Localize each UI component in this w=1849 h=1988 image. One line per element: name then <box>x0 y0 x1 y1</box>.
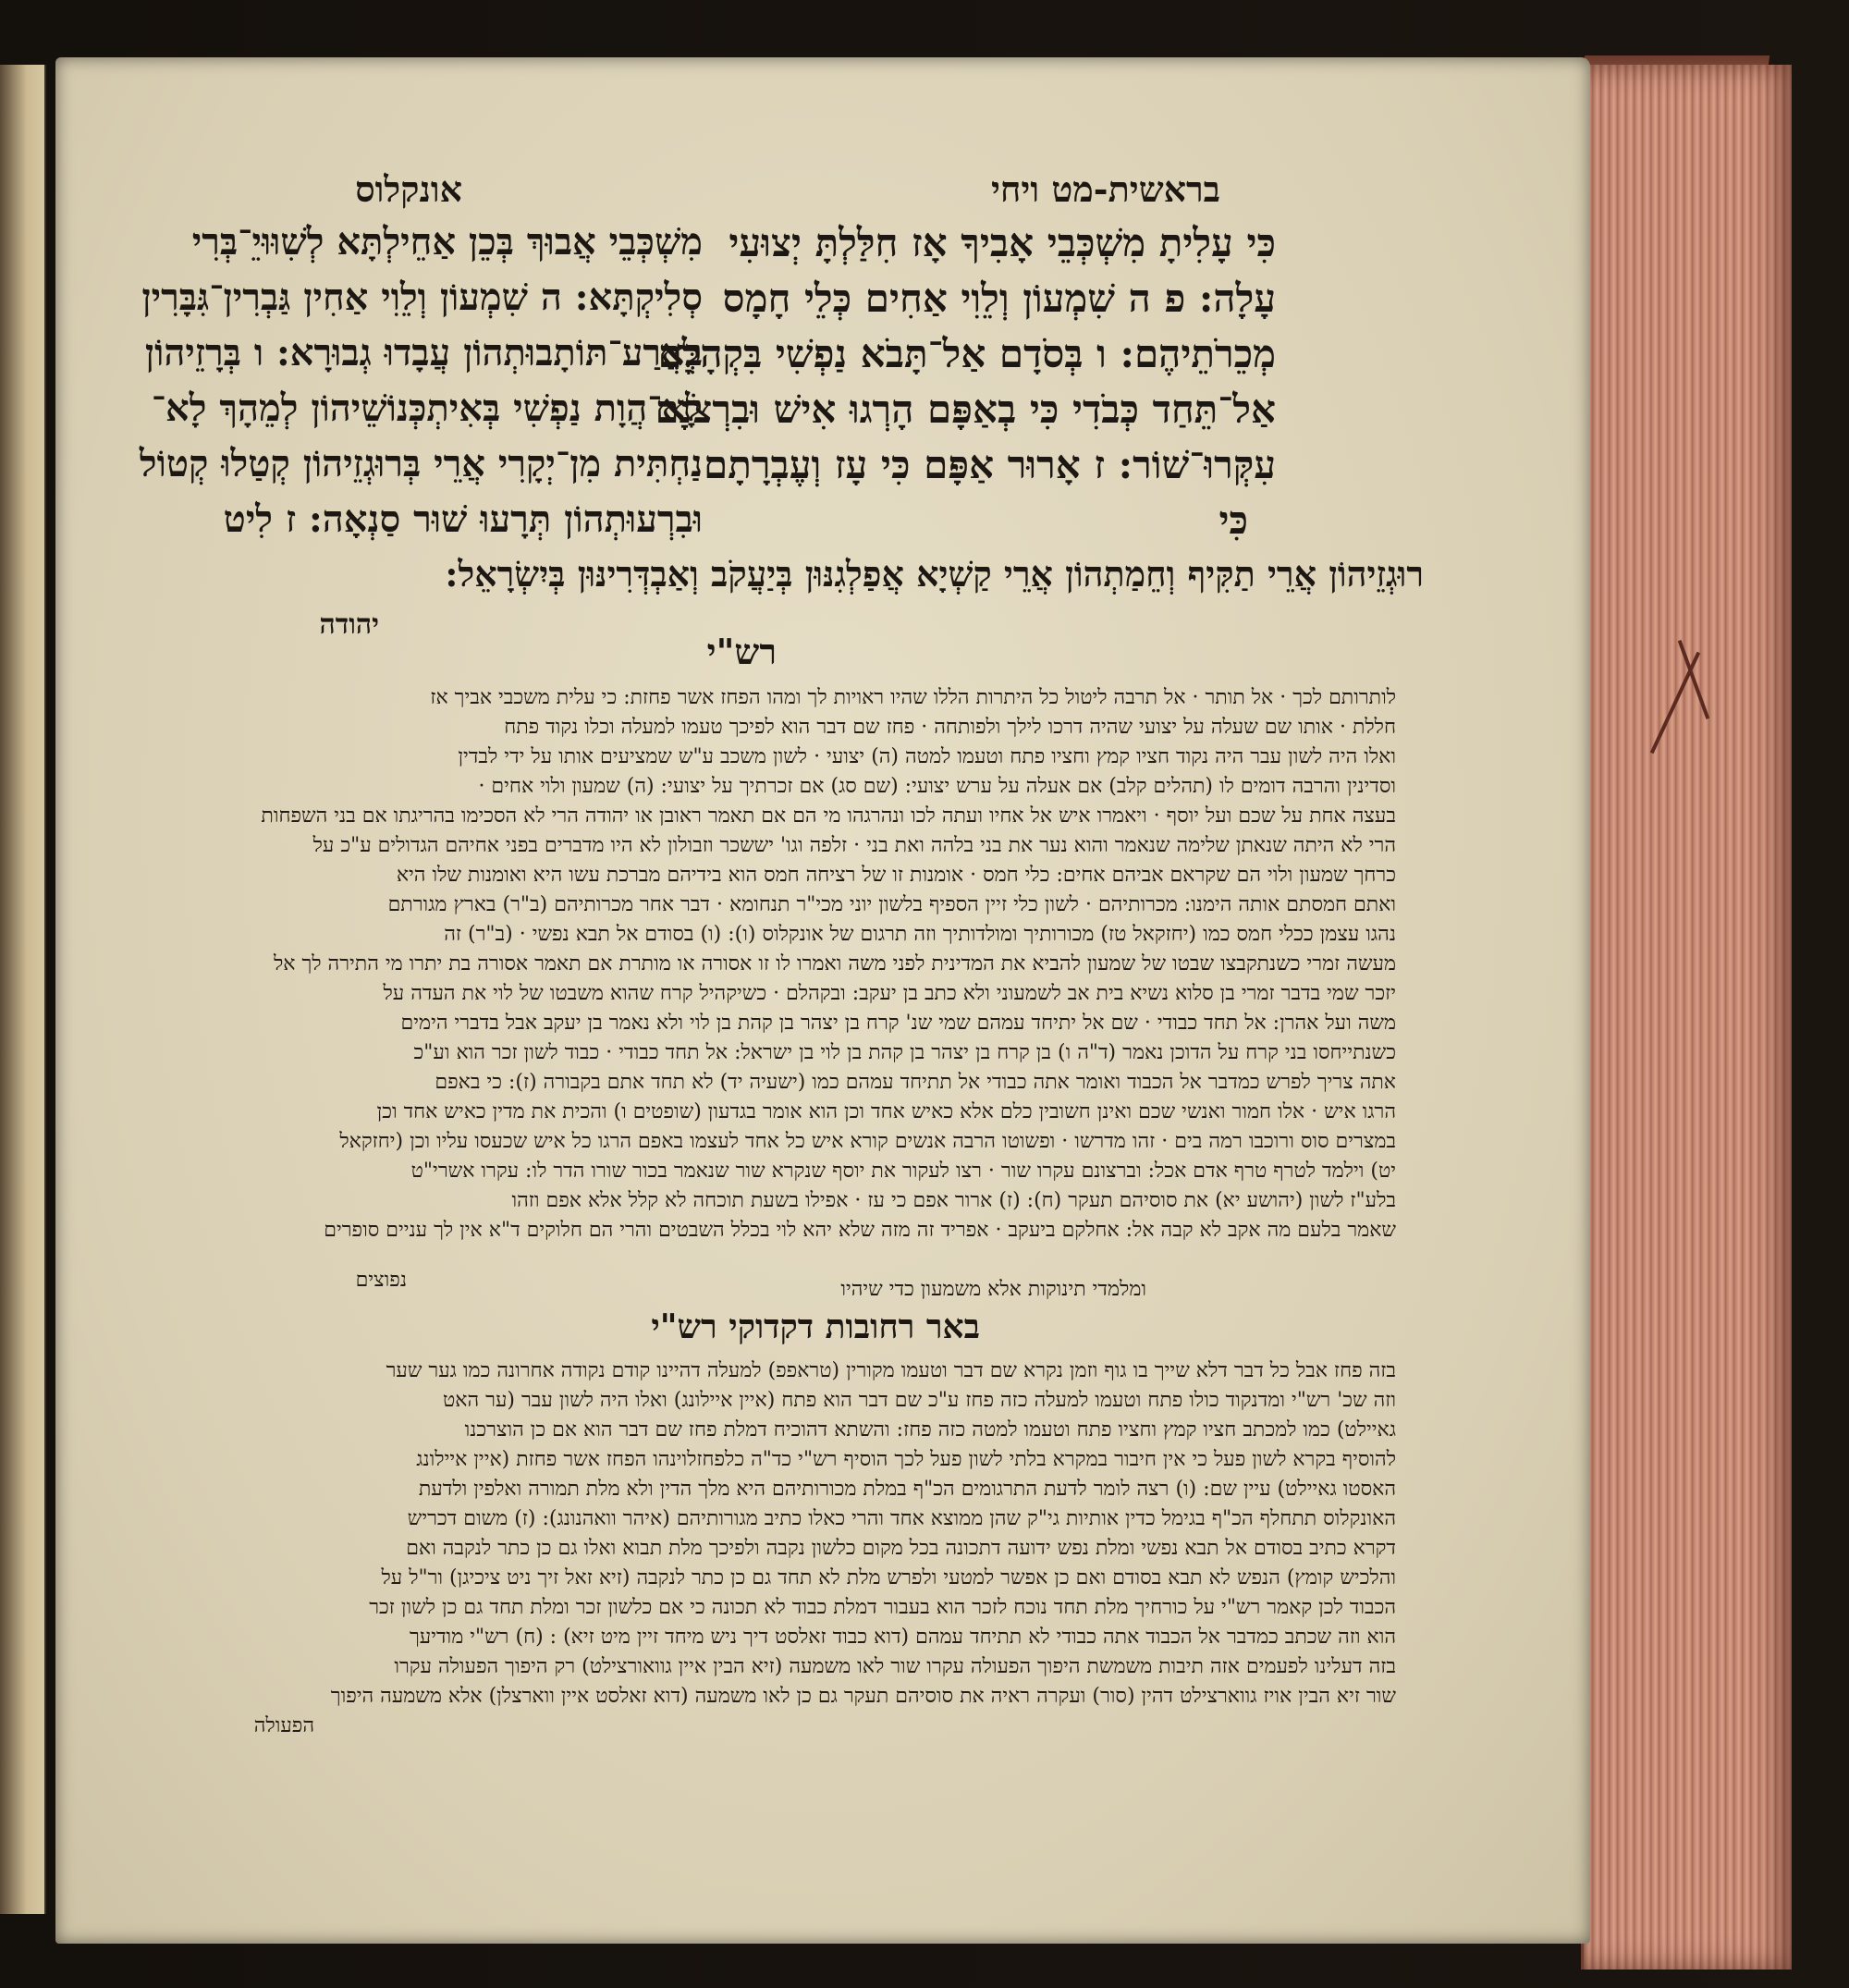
rashi-line: ואתם חמסתם אותה הימנו: מכרותיהם · לשון כלי זיין הספיף בלשון יוני מכי"ר תנחומא · דבר אחר מכרותיהם (ב"ר) בארץ מגורתם <box>387 893 1396 916</box>
rashi-line: נהגו עצמן ככלי חמס כמו (יחזקאל טז) מכורותיך ומולדותיך וזה תרגום של אונקלוס (ו): (ו) בסודם אל תבא נפשי · (ב"ר) זה <box>444 923 1396 946</box>
rashi-line: הרגו איש · אלו חמור ואנשי שכם ואינן חשובין כלם אלא כאיש אחד וכן הוא אומר בגדעון (שופטים ו) והכית את מדין כאיש אחד וכן <box>376 1100 1396 1123</box>
onkelos-line: לָא־הֲוָת נַפְשִׁי בְּאִיתְכְּנוֹשֵׁיהוֹן לְמֵהָךְ לָא־ <box>151 387 703 430</box>
onkelos-line: סְלִיקְתָּא: ה שִׁמְעוֹן וְלֵוִי אַחִין גַּבְרִין־גִּבָּרִין <box>141 276 703 319</box>
rashi-line: חללת · אותו שם שעלה על יצועי שהיה דרכו לילך ולפותחה · פחז שם דבר הוא לפיכך טעמו למעלה וכלו נקוד פתח <box>504 716 1396 739</box>
rashi-line: במצרים סוס ורוכבו רמה בים · זהו מדרשו · ופשוטו הרבה אנשים קורא איש כל אחד לעצמו באפם הרגו כל איש שכעסו עליו וכן (יחזקאל <box>339 1130 1396 1153</box>
rashi-heading: רש"י <box>706 631 777 672</box>
onkelos-line: מִשְׁכְּבֵי אֲבוּךְ בְּכֵן אַחֵילְתָּא לְשִׁוּוּיֵ־בְּרִי <box>191 220 703 264</box>
rashi-line: כרחך שמעון ולוי הם שקראם אביהם אחים: כלי חמס · אומנות זו של רציחה חמס הוא בידיהם מברכת עשו היא ואומנות שלו היא <box>396 864 1396 887</box>
beer-line: הכבוד לכן קאמר רש"י על כורחיך מלת תחד נוכח לזכר הוא בעבור דמלת כבוד לא תכונה כי אם כלשון זכר ומלת תחד גם כן לשון זכר <box>369 1596 1396 1619</box>
book-page <box>55 57 1590 1944</box>
running-head-left: אונקלוס <box>355 168 462 210</box>
beer-line: דקרא כתיב בסודם אל תבא נפשי ומלת נפש ידועה דתכונה בכל מקום כלשון נקבה ולפיכך מלת תבוא ואלו גם כן כתר לנקבה ואם <box>406 1537 1396 1560</box>
torah-line: כִּי <box>1218 497 1248 543</box>
rashi-line: יזכר שמי בדבר זמרי בן סלוא נשיא בית אב לשמעוני ולא כתב בן יעקב: ובקהלם · כשיקהיל קרח שהוא משבטו של לוי את העדה על <box>383 982 1396 1005</box>
beer-line: גאיילט) כמו למכתב חציו קמץ וחציו פתח וטעמו למטה כזה פחז: והשתא דהוכיח דמלת פחז שם דבר הוא אם כן הוצרכנו <box>464 1418 1396 1442</box>
beer-line: בזה דעלינו לפעמים אזה תיבות משמשת היפוך הפעולה עקרו שור לאו משמעה (זיא הבין איין גוואורצילט) רק היפוך הפעולה עקרו <box>394 1655 1396 1678</box>
beer-line: וזה שכ' רש"י ומדנקוד כולו פתח וטעמו למעלה כזה פחז ע"כ שם דבר הוא פתח (איין איילונג) ואלו היה לשון עבר (ער האט <box>443 1389 1396 1412</box>
beer-line: האונקלוס תתחלף הכ"ף בגימל כדין אותיות גי"ק שהן ממוצא אחד והרי כאלו כתיב מגורותיהם (איהר וואהנונג): (ז) משום דכריש <box>407 1507 1396 1530</box>
rashi-line: ומלמדי תינוקות אלא משמעון כדי שיהיו <box>840 1278 1146 1301</box>
rashi-line: אתה צריך לפרש כמדבר אל הכבוד ואומר אתה כבודי אל תתיחד עמהם כמו (ישעיה יד) לא תחד אתם בקבורה (ז): כי באפם <box>435 1071 1396 1094</box>
rashi-line: בעצה אחת על שכם ועל יוסף · ויאמרו איש אל אחיו ועתה לכו ונהרגהו מי הם אם תאמר ראובן או יהודה הרי לא הסכימו בהריגתו אם בני השפחות <box>261 804 1396 828</box>
rashi-line: וסדינין והרבה דומים לו (תהלים קלב) אם אעלה על ערש יצועי: (שם סג) אם זכרתיך על יצועי: (ה) שמעון ולוי אחים · <box>478 775 1396 798</box>
beer-line: להוסיף בקרא לשון פעל כי אין חיבור במקרא בלתי לשון פעל לכך הוסיף רש"י כד"ה כלפחזלוינהו הפחז אשר פחזת (איין איילונג <box>416 1448 1396 1471</box>
beer-line: האסטו גאיילט) עיין שם: (ו) רצה לומר לדעת התרגומים הכ"ף במלת מכורותיהם היא מלך הדין ולא מלת תמורה ואלפין ולדעת <box>418 1478 1396 1501</box>
torah-line: עִקְּרוּ־שׁוֹר: ז אָרוּר אַפָּם כִּי עָז וְעֶבְרָתָם <box>704 442 1276 487</box>
rashi-line: שאמר בלעם מה אקב לא קבה אל: אחלקם ביעקב · אפריד זה מזה שלא יהא לוי בכלל השבטים והרי הם חלוקים ד"א אין לך עניים סופרים <box>324 1219 1396 1242</box>
onkelos-line: בְּאֲרַע־תּוֹתָבוּתְהוֹן עֲבָדוּ גְבוּרָא: ו בְּרָזֵיהוֹן <box>144 331 703 374</box>
rashi-line: ואלו היה לשון עבר היה נקוד חציו קמץ וחציו פתח וטעמו למטה (ה) יצועי · לשון משכב ע"ש שמציעים אותו על ידי לבדין <box>458 745 1396 768</box>
beer-line: שור זיא הבין אויז גווארצילט דהין (סור) ועקרה ראיה את סוסיהם תעקר גם כן לאו משמעה (דוא זאלסט איין ווארצלן) אלא משמעה היפוך <box>330 1685 1396 1708</box>
beer-line: והלכיש קומץ) הנפש לא תבא בסודם ואם כן אפשר למטעי ולפרש מלת לא תחד גם כן כתר לנקבה (זיא זאל זיך ניט ציכיגן) ור"ל על <box>381 1566 1396 1589</box>
beer-line: הוא וזה שכתב כמדבר אל הכבוד אתה כבודי לא תתיחד עמהם (דוא כבוד זאלסט דיך ניש מיחד זיין מיט זיא) : (ח) רש"י מודיעך <box>409 1626 1396 1649</box>
rashi-line: לותרותם לכך · אל תותר · אל תרבה ליטול כל היתרות הללו שהיו ראויות לך ומהו הפחז אשר פחזת: כי עלית משכבי אביך אז <box>430 686 1396 709</box>
rashi-catchword: נפוצים <box>355 1269 407 1292</box>
rashi-line: בלע"ז לשון (יהושע יא) את סוסיהם תעקר (ח): (ז) ארור אפם כי עז · אפילו בשעת תוכחה לא קלל אלא אפם וזהו <box>511 1189 1396 1212</box>
onkelos-line: וּבִרְעוּתְהוֹן תְּרָעוּ שׁוּר סַנְאָה: ז לִיט <box>223 497 703 541</box>
catchword: יהודה <box>319 608 379 641</box>
torah-line: אַל־תֵּחַד כְּבֹדִי כִּי בְאַפָּם הָרְגוּ אִישׁ וּבִרְצֹנָם <box>655 387 1276 432</box>
book-fore-edge <box>1581 65 1792 1970</box>
beer-rechovot-heading: באר רחובות דקדוקי רש"י <box>651 1307 980 1346</box>
beer-line: בזה פחז אבל כל דבר דלא שייך בו גוף וזמן נקרא שם דבר וטעמו מקורין (טראפפ) למעלה דהיינו קודם נקודה אחרונה כמו גער שער <box>386 1359 1396 1382</box>
rashi-line: כשנתייחסו בני קרח על הדוכן נאמר (ד"ה ו) בן קרח בן יצהר בן קהת בן לוי בן ישראל: אל תחד כבודי · כבוד לשון זכר הוא וע"כ <box>413 1041 1396 1064</box>
onkelos-line: נַחְתִּית מִן־יְקָרִי אֲרֵי בְּרוּגְזֵיהוֹן קְטַלוּ קְטוֹל <box>139 442 703 485</box>
beer-line: הפעולה <box>253 1714 314 1737</box>
running-head-right: בראשית-מט ויחי <box>990 168 1220 210</box>
facing-page-edge <box>0 65 46 1914</box>
torah-line: כִּי עָלִיתָ מִשְׁכְּבֵי אָבִיךָ אָז חִלַּלְתָּ יְצוּעִי <box>729 220 1276 265</box>
torah-line: עָלָה: פ ה שִׁמְעוֹן וְלֵוִי אַחִים כְּלֵי חָמָס <box>722 276 1276 321</box>
rashi-line: הרי לא היתה שנאתן שלימה שנאמר והוא נער את בני בלהה ואת בני · זלפה וגו' יששכר וזבולון לא היו מדברים בפני אחיהם הגדולים ע"כ על <box>312 834 1396 857</box>
rashi-line: יט) וילמד לטרף טרף אדם אכל: וברצונם עקרו שור · רצו לעקור את יוסף שנקרא שור שנאמר בכור שורו הדר לו: עקרו אשרי"ט <box>410 1160 1396 1183</box>
onkelos-full-line: רוּגְזֵיהוֹן אֲרֵי תַקִּיף וְחֵמַתְהוֹן אֲרֵי קַשְׁיָא אֲפַלְגִנּוּן בְּיַעֲקֹב וְאַבְדְּרִינּוּן בְּיִשְׂרָאֵל: <box>445 553 1424 595</box>
rashi-line: מעשה זמרי כשנתקבצו שבטו של שמעון להביא את המדינית לפני משה ואמרו לו זו אסורה או מותרת אם תאמר אסורה בת יתרו מי התירה לך אל <box>273 952 1396 976</box>
rashi-line: משה ועל אהרן: אל תחד כבודי · שם אל יתיחד עמהם שמי שנ' קרח בן יצהר בן קהת בן לוי ולא נאמר בן יעקב אבל בדברי הימים <box>400 1012 1396 1035</box>
torah-line: מְכֵרֹתֵיהֶם: ו בְּסֹדָם אַל־תָּבֹא נַפְשִׁי בִּקְהָלָם <box>657 331 1276 376</box>
